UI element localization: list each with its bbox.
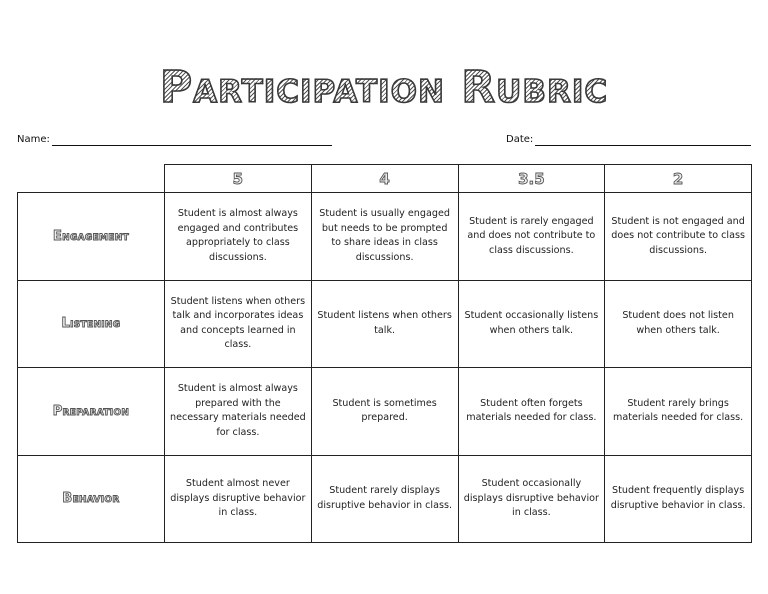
rubric-cell: Student listens when others talk and incorporates ideas and concepts learned in class. bbox=[165, 280, 312, 368]
criterion-label: Listening bbox=[18, 280, 165, 368]
name-label: Name: bbox=[17, 134, 50, 145]
rubric-cell: Student is usually engaged but needs to be prompted to share ideas in class discussions. bbox=[311, 193, 458, 281]
rubric-cell: Student is not engaged and does not contribute to class discussions. bbox=[605, 193, 752, 281]
rubric-cell: Student is rarely engaged and does not contribute to class discussions. bbox=[458, 193, 605, 281]
rubric-row-behavior bbox=[18, 455, 752, 543]
rubric-cell: Student is almost always prepared with the necessary materials needed for class. bbox=[165, 368, 312, 456]
date-line[interactable] bbox=[535, 145, 751, 146]
rubric-row-listening bbox=[18, 280, 752, 368]
name-line[interactable] bbox=[52, 145, 332, 146]
criterion-label: Behavior bbox=[18, 455, 165, 543]
rubric-cell: Student occasionally listens when others talk. bbox=[458, 280, 605, 368]
rubric-cell: Student rarely brings materials needed for class. bbox=[605, 368, 752, 456]
corner-cell bbox=[18, 165, 165, 193]
criterion-label: Engagement bbox=[18, 193, 165, 281]
date-label: Date: bbox=[506, 134, 534, 145]
score-header: 4 bbox=[311, 165, 458, 193]
rubric-cell: Student is almost always engaged and contributes appropriately to class discussions. bbox=[165, 193, 312, 281]
score-header-row bbox=[18, 165, 752, 193]
rubric-cell: Student frequently displays disruptive behavior in class. bbox=[605, 455, 752, 543]
rubric-table bbox=[17, 164, 752, 543]
rubric-cell: Student occasionally displays disruptive behavior in class. bbox=[458, 455, 605, 543]
rubric-cell: Student almost never displays disruptive behavior in class. bbox=[165, 455, 312, 543]
rubric-cell: Student often forgets materials needed for class. bbox=[458, 368, 605, 456]
rubric-cell: Student rarely displays disruptive behavior in class. bbox=[311, 455, 458, 543]
score-header: 2 bbox=[605, 165, 752, 193]
rubric-row-engagement bbox=[18, 193, 752, 281]
score-header: 3.5 bbox=[458, 165, 605, 193]
criterion-label: Preparation bbox=[18, 368, 165, 456]
rubric-cell: Student does not listen when others talk. bbox=[605, 280, 752, 368]
page-title: Participation Rubric bbox=[0, 58, 768, 118]
rubric-row-preparation bbox=[18, 368, 752, 456]
rubric-cell: Student is sometimes prepared. bbox=[311, 368, 458, 456]
score-header: 5 bbox=[165, 165, 312, 193]
rubric-cell: Student listens when others talk. bbox=[311, 280, 458, 368]
